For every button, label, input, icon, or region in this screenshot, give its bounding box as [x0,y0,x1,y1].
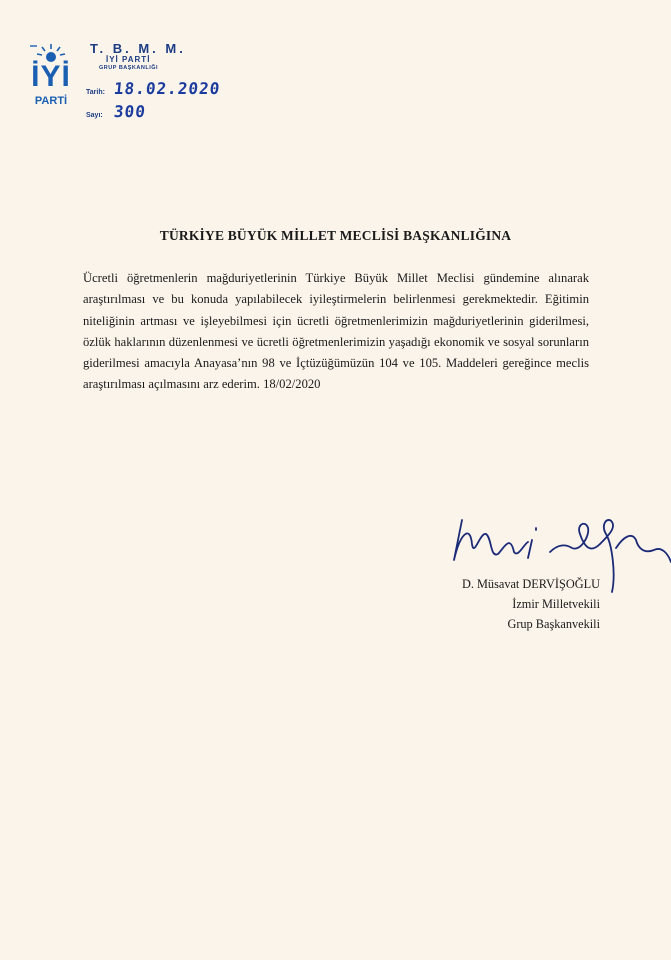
logo-sub-text: PARTİ [34,95,68,107]
signatory-name: D. Müsavat DERVİŞOĞLU [461,577,600,591]
signatory-role-2: Grup Başkanvekili [507,617,600,631]
stamp-party: İYİ PARTİ [106,55,151,64]
signature-block [440,574,640,634]
document-body: Ücretli öğretmenlerin mağduriyetlerinin Türkiye Büyük Millet Meclisi gündemine alınarak araştırılması ve bu konuda yapılabilecek iyileştirmelerin belirlenmesi gerekmektedir. Eğitimin niteliğinin artması ve işleyebilmesi için ücretli öğretmenlerimizin mağduriyetlerinin giderilmesi, özlük haklarının düzenlenmesi ve ücretli öğretmenlerimizin yaşadığı ekonomik ve sosyal sorunların giderilmesi amacıyla Anayasa’nın 98 ve İçtüzüğümüzün 104 ve 105. Maddeleri gereğince meclis araştırılması açılmasını arz ederim. 18/02/2020 [83,271,589,392]
signatory-role-1: İzmir Milletvekili [512,597,600,611]
stamp-group: GRUP BAŞKANLIĞI [99,65,159,71]
stamp-date-value: 18.02.2020 [113,79,222,98]
stamp-number-label: Sayı: [86,112,103,119]
stamp-date-row [86,79,220,98]
logo-main-text: İYİ [31,60,71,93]
stamp-date-label: Tarih: [86,89,105,96]
party-logo [30,42,72,112]
stamp-tbmm: T. B. M. M. [90,41,186,56]
document-title: TÜRKİYE BÜYÜK MİLLET MECLİSİ BAŞKANLIĞINA [159,228,512,243]
stamp-number-value: 300 [113,102,147,121]
registry-stamp [86,41,266,121]
stamp-number-row [86,102,146,121]
